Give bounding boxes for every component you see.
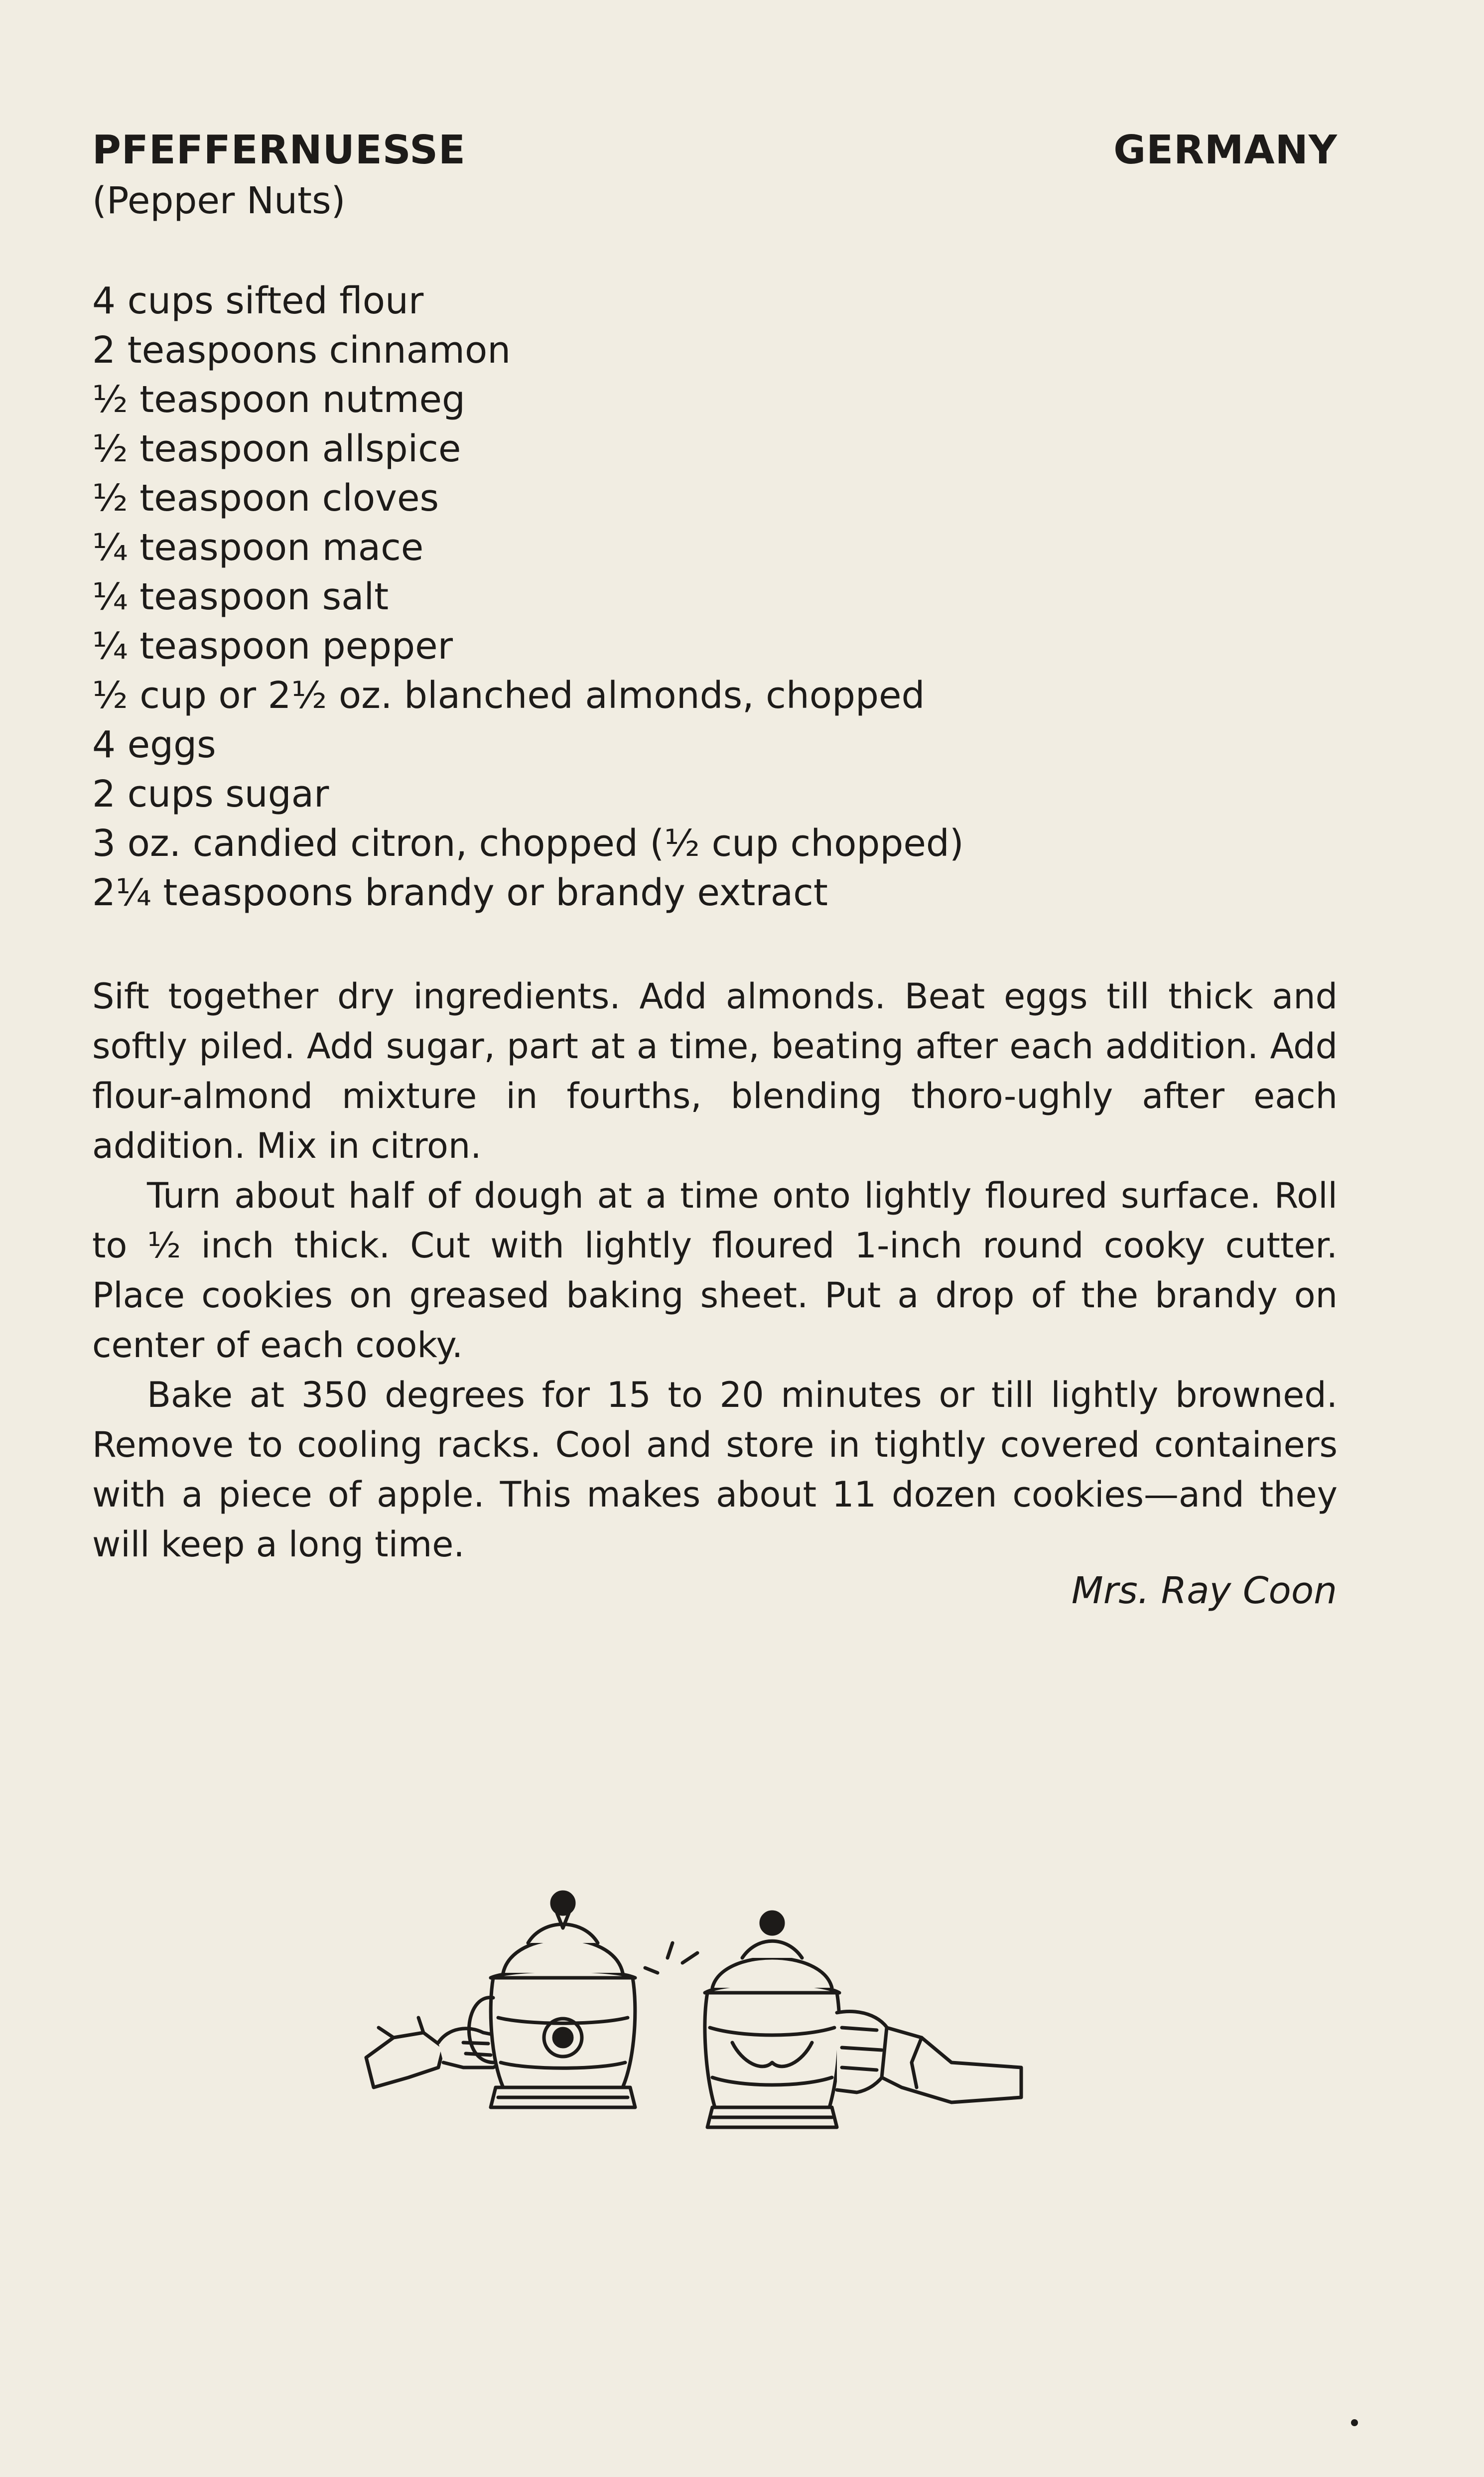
ingredient-item: 3 oz. candied citron, chopped (½ cup chopped): [92, 822, 964, 865]
ingredient-item: 2 cups sugar: [92, 773, 329, 816]
instruction-paragraph: Bake at 350 degrees for 15 to 20 minutes or till lightly browned. Remove to cooling racks. Cool and store in tightly covered containers with a piece of apple. This makes about 11 dozen cookies—and they will keep a long time.: [92, 1375, 1338, 1565]
beer-steins-toast-icon: [364, 1828, 1026, 2147]
instructions: [92, 971, 1338, 1569]
recipe-attribution: Mrs. Ray Coon: [1071, 1569, 1337, 1612]
ingredient-item: ¼ teaspoon pepper: [92, 625, 453, 668]
ingredient-item: 4 eggs: [92, 723, 216, 766]
recipe-country: GERMANY: [1113, 127, 1338, 173]
ingredient-item: ½ cup or 2½ oz. blanched almonds, chopped: [92, 674, 925, 717]
ingredient-item: ½ teaspoon nutmeg: [92, 378, 466, 421]
ingredient-item: ¼ teaspoon mace: [92, 526, 424, 569]
recipe-subtitle: (Pepper Nuts): [92, 179, 346, 222]
ingredient-item: 2 teaspoons cinnamon: [92, 329, 511, 372]
ingredient-item: 4 cups sifted flour: [92, 279, 424, 322]
ingredient-item: ½ teaspoon allspice: [92, 427, 461, 470]
recipe-header: [92, 127, 1338, 182]
page-speck: [1351, 2419, 1358, 2426]
ingredient-item: ¼ teaspoon salt: [92, 575, 389, 618]
instruction-paragraph: Turn about half of dough at a time onto lightly floured surface. Roll to ½ inch thick. Cut with lightly floured 1-inch round cooky cutter. Place cookies on greased baking sheet. Put a drop of the brandy on center of each cooky.: [92, 1175, 1338, 1366]
recipe-title: PFEFFERNUESSE: [92, 127, 466, 173]
ingredient-item: 2¼ teaspoons brandy or brandy extract: [92, 871, 828, 914]
instruction-paragraph: Sift together dry ingredients. Add almonds. Beat eggs till thick and softly piled. Add sugar, part at a time, beating after each addition. Add flour-almond mixture in fourths, blending thoro-ughly after each addition. Mix in citron.: [92, 976, 1338, 1166]
ingredient-item: ½ teaspoon cloves: [92, 477, 439, 520]
ingredient-list: [92, 276, 1288, 918]
